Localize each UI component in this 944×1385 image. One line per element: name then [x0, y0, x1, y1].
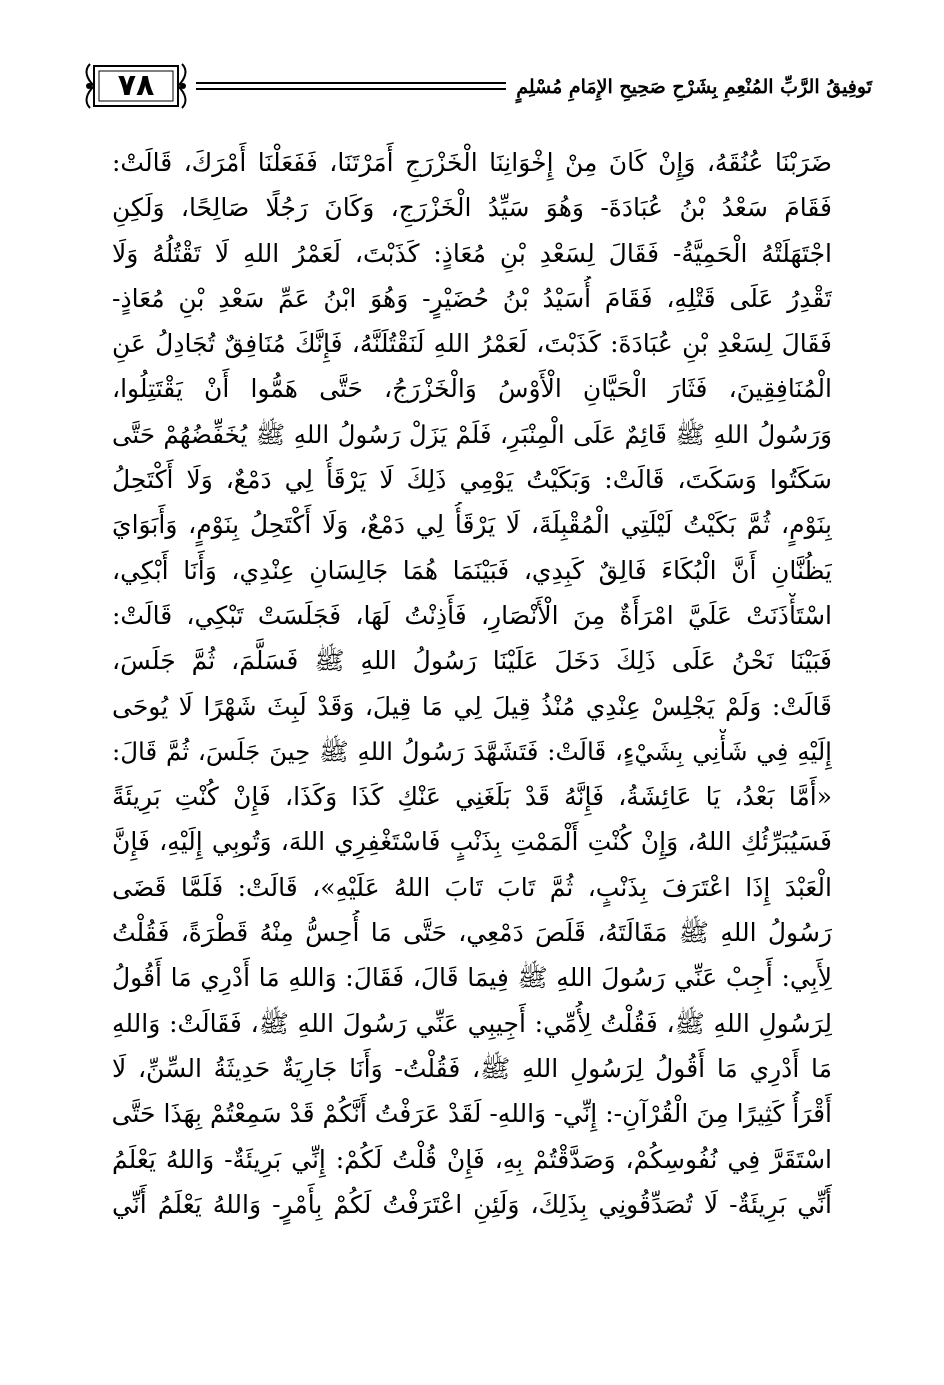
- text-line: فَسَيُبَرِّئُكِ اللهُ، وَإِنْ كُنْتِ أَلْمَمْتِ بِذَنْبٍ فَاسْتَغْفِرِي اللهَ، وَتُوبِي إِلَيْهِ، فَإِنَّ: [112, 827, 832, 857]
- text-line: سَكَتُوا وَسَكَتَ، قَالَتْ: وَبَكَيْتُ يَوْمِي ذَلِكَ لَا يَرْقَأُ لِي دَمْعٌ، وَلَا أَكْتَحِلُ: [112, 465, 832, 495]
- text-line: تَقْدِرُ عَلَى قَتْلِهِ، فَقَامَ أُسَيْدُ بْنُ حُضَيْرٍ- وَهُوَ ابْنُ عَمِّ سَعْدِ بْنِ مُعَاذٍ-: [112, 283, 832, 313]
- text-line: الْمُنَافِقِينَ، فَثَارَ الْحَيَّانِ الْأَوْسُ وَالْخَزْرَجُ، حَتَّى هَمُّوا أَنْ يَقْتَتِلُوا،: [112, 374, 832, 404]
- text-line: يَظُنَّانِ أَنَّ الْبُكَاءَ فَالِقٌ كَبِدِي، فَبَيْنَمَا هُمَا جَالِسَانِ عِنْدِي، وَأَنَا أَبْكِي،: [112, 555, 832, 585]
- text-line: أَنِّي بَرِيئَةٌ- لَا تُصَدِّقُونِي بِذَلِكَ، وَلَئِنِ اعْتَرَفْتُ لَكُمْ بِأَمْرٍ- وَاللهُ يَعْلَمُ أَنِّي: [112, 1189, 832, 1219]
- text-line: فَقَامَ سَعْدُ بْنُ عُبَادَةَ- وَهُوَ سَيِّدُ الْخَزْرَجِ، وَكَانَ رَجُلًا صَالِحًا، وَلَكِنِ: [112, 193, 832, 223]
- page-header: [80, 58, 872, 122]
- text-line: اسْتَأْذَنَتْ عَلَيَّ امْرَأَةٌ مِنَ الْأَنْصَارِ، فَأَذِنْتُ لَهَا، فَجَلَسَتْ تَبْكِي، قَالَتْ:: [112, 600, 832, 630]
- page-number: ٧٨: [117, 68, 155, 103]
- running-title: تَوفِيقُ الرَّبِّ المُنْعِمِ بِشَرْحِ صَحِيحِ الإِمَامِ مُسْلِمٍ: [516, 76, 872, 98]
- text-line: وَرَسُولُ اللهِ ﷺ قَائِمٌ عَلَى الْمِنْبَرِ، فَلَمْ يَزَلْ رَسُولُ اللهِ ﷺ يُخَفِّضُهُمْ حَتَّى: [112, 419, 832, 449]
- text-line: لِأَبِي: أَجِبْ عَنِّي رَسُولَ اللهِ ﷺ فِيمَا قَالَ، فَقَالَ: وَاللهِ مَا أَدْرِي مَا أَقُولُ: [112, 963, 832, 993]
- text-line: اسْتَقَرَّ فِي نُفُوسِكُمْ، وَصَدَّقْتُمْ بِهِ، فَإِنْ قُلْتُ لَكُمْ: إِنِّي بَرِيئَةٌ- وَاللهُ يَعْلَمُ: [112, 1144, 832, 1174]
- text-line: اجْتَهَلَتْهُ الْحَمِيَّةُ- فَقَالَ لِسَعْدِ بْنِ مُعَاذٍ: كَذَبْتَ، لَعَمْرُ اللهِ لَا تَقْتُلُهُ وَلَا: [112, 238, 832, 268]
- text-line: رَسُولُ اللهِ ﷺ مَقَالَتَهُ، قَلَصَ دَمْعِي، حَتَّى مَا أُحِسُّ مِنْهُ قَطْرَةً، فَقُلْتُ: [112, 918, 832, 948]
- text-line: الْعَبْدَ إِذَا اعْتَرَفَ بِذَنْبٍ، ثُمَّ تَابَ تَابَ اللهُ عَلَيْهِ»، قَالَتْ: فَلَمَّا قَضَى: [112, 872, 832, 902]
- header-double-rule: [196, 82, 506, 90]
- text-line: إِلَيْهِ فِي شَأْنِي بِشَيْءٍ، قَالَتْ: فَتَشَهَّدَ رَسُولُ اللهِ ﷺ حِينَ جَلَسَ، ثُمَّ قَالَ:: [112, 736, 832, 766]
- text-line: بِنَوْمٍ، ثُمَّ بَكَيْتُ لَيْلَتِي الْمُقْبِلَةَ، لَا يَرْقَأُ لِي دَمْعٌ، وَلَا أَكْتَحِلُ بِنَوْمٍ، وَأَبَوَايَ: [112, 510, 832, 540]
- text-line: قَالَتْ: وَلَمْ يَجْلِسْ عِنْدِي مُنْذُ قِيلَ لِي مَا قِيلَ، وَقَدْ لَبِثَ شَهْرًا لَا يُوحَى: [112, 691, 832, 721]
- text-line: ضَرَبْنَا عُنُقَهُ، وَإِنْ كَانَ مِنْ إِخْوَانِنَا الْخَزْرَجِ أَمَرْتَنَا، فَفَعَلْنَا أَمْرَكَ، قَالَتْ:: [112, 148, 832, 177]
- text-line: مَا أَدْرِي مَا أَقُولُ لِرَسُولِ اللهِ ﷺ، فَقُلْتُ- وَأَنَا جَارِيَةٌ حَدِيثَةُ السِّنِّ، لَا: [112, 1053, 832, 1083]
- text-line: أَقْرَأُ كَثِيرًا مِنَ الْقُرْآنِ-: إِنِّي- وَاللهِ- لَقَدْ عَرَفْتُ أَنَّكُمْ قَدْ سَمِعْتُمْ بِهَذَا حَتَّى: [112, 1099, 832, 1129]
- body-text: [112, 140, 832, 1227]
- text-line: «أَمَّا بَعْدُ، يَا عَائِشَةُ، فَإِنَّهُ قَدْ بَلَغَنِي عَنْكِ كَذَا وَكَذَا، فَإِنْ كُنْتِ بَرِيئَةً: [112, 782, 832, 812]
- page-number-ornament: [80, 58, 192, 114]
- text-line: فَبَيْنَا نَحْنُ عَلَى ذَلِكَ دَخَلَ عَلَيْنَا رَسُولُ اللهِ ﷺ فَسَلَّمَ، ثُمَّ جَلَسَ،: [112, 646, 832, 676]
- text-line: لِرَسُولِ اللهِ ﷺ، فَقُلْتُ لِأُمِّي: أَجِيبِي عَنِّي رَسُولَ اللهِ ﷺ، فَقَالَتْ: وَاللهِ: [112, 1008, 832, 1038]
- text-line: فَقَالَ لِسَعْدِ بْنِ عُبَادَةَ: كَذَبْتَ، لَعَمْرُ اللهِ لَنَقْتُلَنَّهُ، فَإِنَّكَ مُنَافِقٌ تُجَادِلُ عَنِ: [112, 329, 832, 359]
